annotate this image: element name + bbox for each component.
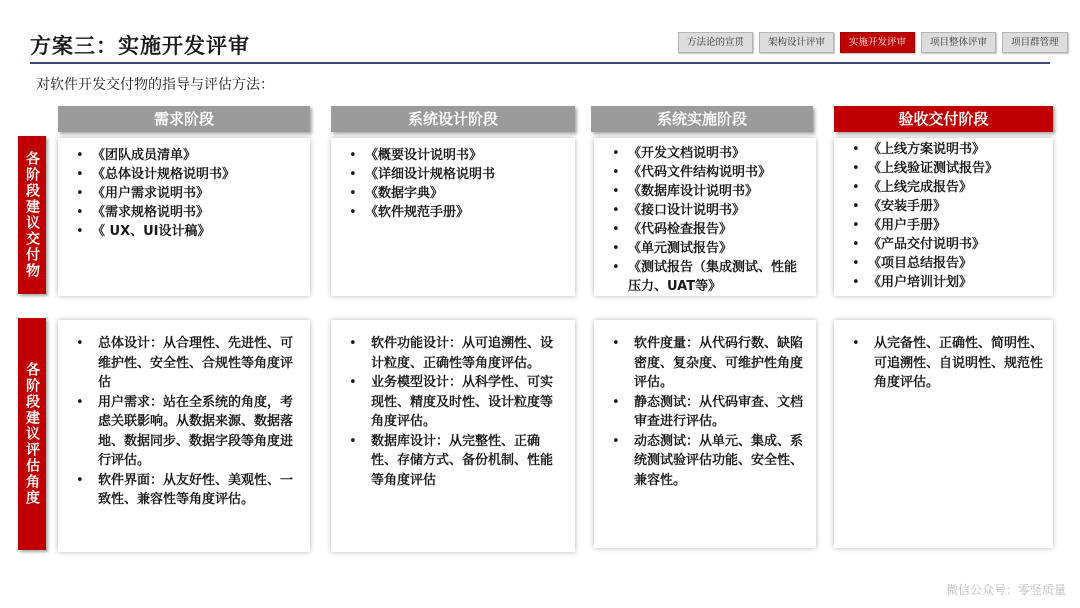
tab-methodology[interactable]: 方法论的宣贯 — [678, 32, 753, 53]
list-item: • 业务模型设计：从科学性、可实现性、精度及时性、设计粒度等角度评估。 — [347, 373, 565, 432]
list-item: • 《详细设计规格说明书 — [347, 165, 565, 184]
list-item: • 《需求规格说明书》 — [74, 203, 300, 222]
title-divider — [30, 62, 1050, 64]
list-item: • 动态测试：从单元、集成、系统测试验评估功能、安全性、兼容性。 — [610, 432, 806, 491]
list-item: • 软件度量：从代码行数、缺陷密度、复杂度、可维护性角度评估。 — [610, 334, 806, 393]
list-item: • 用户需求：站在全系统的角度，考虑关联影响。从数据来源、数据落地、数据同步、数据字段等角度进行评估。 — [74, 393, 300, 471]
nav-tabs — [678, 32, 1068, 53]
list-item: • 《数据库设计说明书》 — [610, 182, 806, 201]
phase-header-implementation: 系统实施阶段 — [591, 106, 813, 132]
list-item: • 《上线完成报告》 — [850, 178, 1043, 197]
subtitle: 对软件开发交付物的指导与评估方法： — [36, 77, 274, 93]
evaluation-card-system-design — [331, 320, 575, 552]
evaluation-card-acceptance — [834, 320, 1053, 548]
list-item: • 《用户需求说明书》 — [74, 184, 300, 203]
watermark: 微信公众号：零竖质量 — [945, 583, 1066, 597]
list-item: • 《安装手册》 — [850, 197, 1043, 216]
list-item: • 《代码文件结构说明书》 — [610, 163, 806, 182]
list-item: • 《代码检查报告》 — [610, 220, 806, 239]
evaluation-card-requirements — [58, 320, 310, 552]
list-item: • 《用户培训计划》 — [850, 273, 1043, 292]
phase-header-system-design: 系统设计阶段 — [331, 106, 575, 132]
list-item: • 《接口设计说明书》 — [610, 201, 806, 220]
list-item: • 静态测试：从代码审查、文档审查进行评估。 — [610, 393, 806, 432]
deliverables-card-requirements — [58, 138, 310, 296]
list-item: • 《概要设计说明书》 — [347, 146, 565, 165]
list-item: • 《用户手册》 — [850, 216, 1043, 235]
list-item: • 从完备性、正确性、简明性、可追溯性、自说明性、规范性角度评估。 — [850, 334, 1043, 393]
list-item: • 《上线验证测试报告》 — [850, 159, 1043, 178]
tab-program-management[interactable]: 项目群管理 — [1002, 32, 1068, 53]
row-label-evaluation: 各阶段建议评估角度 — [18, 318, 46, 550]
list-item: • 《单元测试报告》 — [610, 239, 806, 258]
list-item: • 数据库设计：从完整性、正确性、存储方式、备份机制、性能等角度评估 — [347, 432, 565, 491]
evaluation-card-implementation — [594, 320, 816, 548]
deliverables-card-system-design — [331, 138, 575, 296]
tab-implementation-review[interactable]: 实施开发评审 — [840, 32, 915, 53]
list-item: • 《测试报告（集成测试、性能压力、UAT等》 — [610, 258, 806, 296]
phase-header-requirements: 需求阶段 — [58, 106, 310, 132]
deliverables-card-acceptance — [834, 138, 1053, 296]
list-item: • 《 UX、UI设计稿》 — [74, 222, 300, 241]
list-item: • 《数据字典》 — [347, 184, 565, 203]
list-item: • 《团队成员清单》 — [74, 146, 300, 165]
list-item: • 《总体设计规格说明书》 — [74, 165, 300, 184]
tab-architecture-review[interactable]: 架构设计评审 — [759, 32, 834, 53]
list-item: • 《上线方案说明书》 — [850, 140, 1043, 159]
list-item: • 《产品交付说明书》 — [850, 235, 1043, 254]
list-item: • 总体设计：从合理性、先进性、可维护性、安全性、合规性等角度评估 — [74, 334, 300, 393]
list-item: • 软件界面：从友好性、美观性、一致性、兼容性等角度评估。 — [74, 471, 300, 510]
list-item: • 《开发文档说明书》 — [610, 144, 806, 163]
list-item: • 《项目总结报告》 — [850, 254, 1043, 273]
tab-project-review[interactable]: 项目整体评审 — [921, 32, 996, 53]
list-item: • 软件功能设计：从可追溯性、设计粒度、正确性等角度评估。 — [347, 334, 565, 373]
deliverables-card-implementation — [594, 138, 816, 296]
page-title: 方案三：实施开发评审 — [30, 34, 250, 58]
phase-header-acceptance: 验收交付阶段 — [834, 106, 1053, 132]
row-label-deliverables: 各阶段建议交付物 — [18, 136, 46, 294]
list-item: • 《软件规范手册》 — [347, 203, 565, 222]
